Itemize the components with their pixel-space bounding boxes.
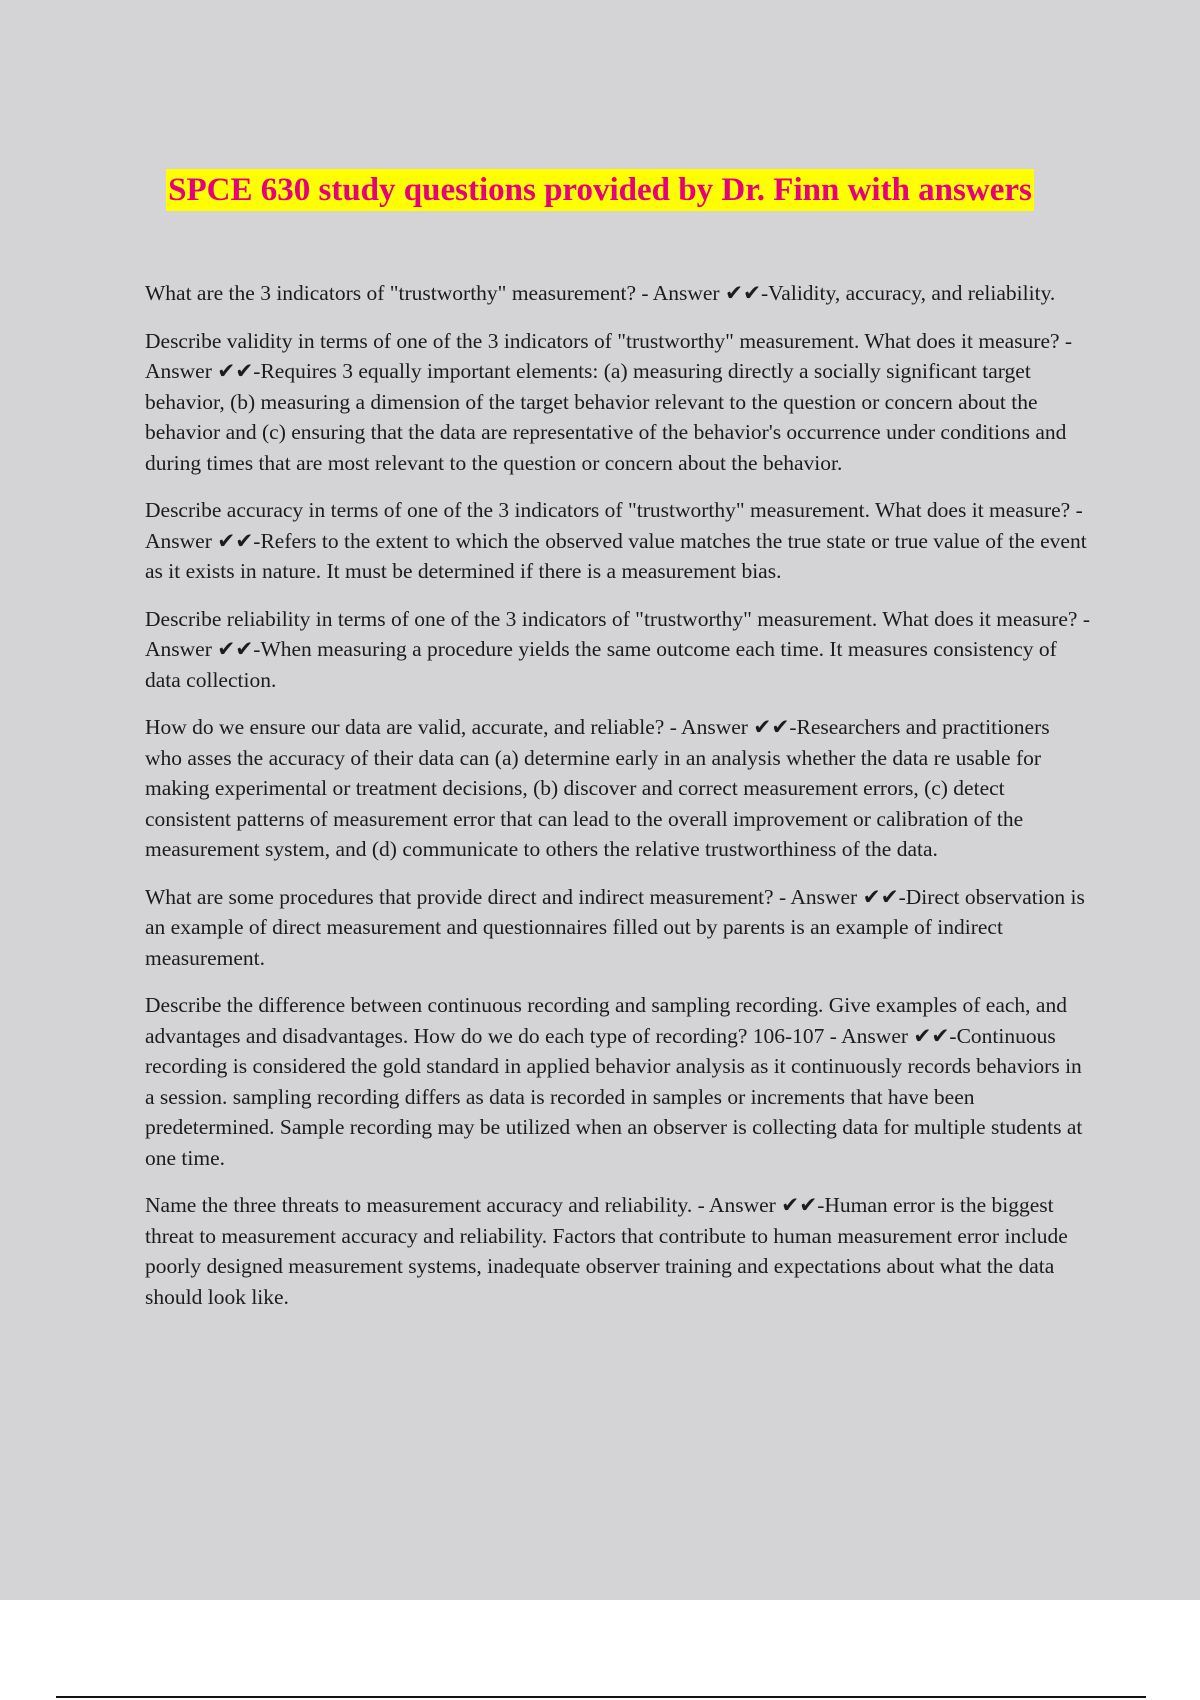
answer-prefix: - Answer ✔✔-	[145, 606, 1090, 661]
qa-list	[145, 278, 1090, 1329]
answer-prefix: - Answer ✔✔-	[145, 498, 1083, 553]
question-text: Describe validity in terms of one of the 3 indicators of "trustworthy" measurement. What does it measure?	[145, 328, 1060, 353]
question-text: Name the three threats to measurement accuracy and reliability.	[145, 1193, 693, 1217]
qa-item	[145, 882, 1090, 974]
answer-text: Validity, accuracy, and reliability.	[768, 281, 1056, 305]
answer-text: Continuous recording is considered the gold standard in applied behavior analysis as it continuously records behaviors in a session. sampling recording differs as data is recorded in samples or increments that have been predetermined. Sample recording may be utilized when an observer is collecting data for multiple students at one time.	[145, 1023, 1083, 1170]
question-text: What are the 3 indicators of "trustworthy" measurement?	[145, 281, 636, 305]
qa-item	[145, 495, 1090, 587]
answer-text: Requires 3 equally important elements: (a) measuring directly a socially significant target behavior, (b) measuring a dimension of the target behavior relevant to the question or concern about the behavior and (c) ensuring that the data are representative of the behavior's occurrence under conditions and during times that are most relevant to the question or concern about the behavior.	[145, 359, 1067, 475]
footer-divider	[56, 1696, 1146, 1698]
question-text: Describe the difference between continuous recording and sampling recording. Give examples of each, and advantages and disadvantages. How do we do each type of recording? 106-107	[145, 993, 1067, 1048]
answer-prefix: - Answer ✔✔-	[824, 1023, 957, 1048]
answer-text: Researchers and practitioners who asses the accuracy of their data can (a) determine early in an analysis whether the data re usable for making experimental or treatment decisions, (b) discover and correct measurement errors, (c) detect consistent patterns of measurement error that can lead to the overall improvement or calibration of the measurement system, and (d) communicate to others the relative trustworthiness of the data.	[145, 715, 1050, 861]
qa-item	[145, 604, 1090, 696]
answer-text: When measuring a procedure yields the same outcome each time. It measures consistency of data collection.	[145, 637, 1057, 692]
answer-prefix: - Answer ✔✔-	[692, 1193, 825, 1217]
title-container	[0, 169, 1200, 211]
qa-item	[145, 278, 1090, 309]
answer-text: Direct observation is an example of direct measurement and questionnaires filled out by parents is an example of indirect measurement.	[145, 884, 1085, 970]
qa-item	[145, 1190, 1090, 1312]
answer-text: Human error is the biggest threat to measurement accuracy and reliability. Factors that contribute to human measurement error include poorly designed measurement systems, inadequate observer training and expectations about what the data should look like.	[145, 1193, 1068, 1309]
answer-prefix: - Answer ✔✔-	[664, 715, 797, 739]
question-text: Describe reliability in terms of one of the 3 indicators of "trustworthy" measurement. What does it measure?	[145, 606, 1078, 631]
qa-item	[145, 326, 1090, 479]
qa-item	[145, 712, 1090, 865]
qa-item	[145, 990, 1090, 1173]
answer-text: Refers to the extent to which the observed value matches the true state or true value of the event as it exists in nature. It must be determined if there is a measurement bias.	[145, 528, 1087, 583]
document-title: SPCE 630 study questions provided by Dr. Finn with answers	[166, 169, 1034, 211]
question-text: Describe accuracy in terms of one of the 3 indicators of "trustworthy" measurement. What does it measure?	[145, 498, 1071, 522]
question-text: How do we ensure our data are valid, accurate, and reliable?	[145, 715, 665, 739]
answer-prefix: - Answer ✔✔-	[145, 328, 1073, 383]
answer-prefix: - Answer ✔✔-	[773, 884, 906, 909]
answer-prefix: - Answer ✔✔-	[635, 281, 769, 305]
question-text: What are some procedures that provide direct and indirect measurement?	[145, 884, 774, 909]
